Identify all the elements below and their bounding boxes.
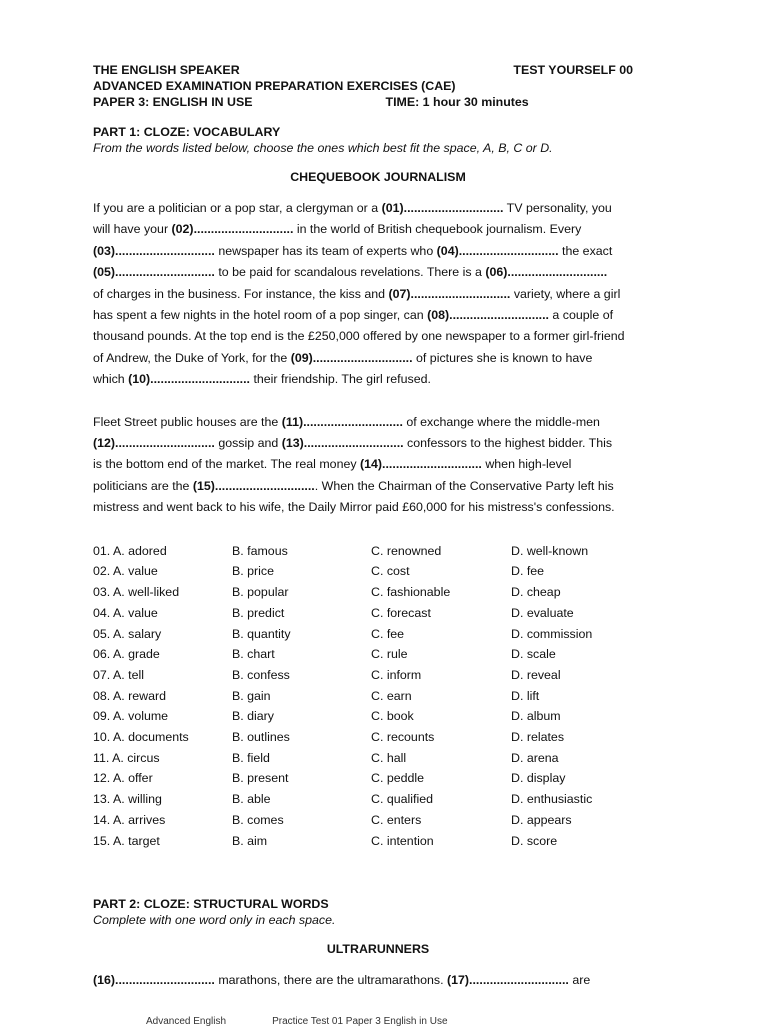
gap-09: (09)............................. [290, 350, 413, 365]
passage-text: are [568, 973, 591, 987]
header-row-1 [93, 62, 663, 78]
paper-label: PAPER 3: ENGLISH IN USE [93, 95, 253, 109]
gap-14: (14)............................. [360, 457, 482, 472]
gap-07: (07)............................. [388, 286, 511, 301]
option-c: C. peddle [371, 771, 425, 786]
option-a: 09. A. volume [93, 709, 169, 724]
gap-12: (12)............................. [93, 436, 215, 451]
option-row [93, 624, 663, 645]
gap-08: (08)............................. [427, 308, 549, 323]
option-d: D. scale [511, 647, 556, 662]
option-b: B. popular [232, 585, 289, 600]
option-c: C. inform [371, 667, 422, 682]
option-row [93, 831, 663, 852]
brand-name: THE ENGLISH SPEAKER [93, 63, 240, 77]
option-a: 15. A. target [93, 833, 160, 848]
option-b: B. outlines [232, 730, 290, 745]
option-row [93, 686, 663, 707]
passage-text: If you are a politician or a pop star, a clergyman or a [93, 201, 382, 215]
option-b: B. aim [232, 833, 268, 848]
option-row [93, 603, 663, 624]
option-row [93, 727, 663, 748]
option-b: B. gain [232, 688, 271, 703]
part2-section [93, 896, 663, 991]
gap-01: (01)............................. [381, 201, 504, 215]
option-d: D. reveal [511, 667, 561, 682]
option-b: B. predict [232, 605, 285, 620]
option-a: 01. A. adored [93, 543, 167, 558]
passage-text: thousand pounds. At the top end is the £250,000 offered by one newspaper to a former girl-friend [93, 329, 625, 344]
part2-paragraph [93, 970, 663, 991]
option-c: C. fee [371, 626, 405, 641]
document-page [93, 62, 663, 851]
option-row [93, 541, 663, 562]
option-a: 06. A. grade [93, 647, 160, 662]
passage-text: in the world of British chequebook journalism. Every [293, 222, 582, 237]
option-d: D. arena [511, 750, 559, 765]
option-a: 04. A. value [93, 605, 158, 620]
part2-passage-title: ULTRARUNNERS [326, 942, 430, 956]
passage-text: of exchange where the middle-men [402, 414, 600, 429]
page-footer [146, 1016, 448, 1027]
part1-instruction: From the words listed below, choose the ones which best fit the space, A, B, C or D. [93, 141, 553, 155]
option-c: C. qualified [371, 792, 433, 807]
option-row [93, 789, 663, 810]
option-c: C. cost [371, 564, 410, 579]
passage-paragraph-2 [93, 412, 663, 519]
gap-16: (16)............................. [93, 973, 215, 987]
header-row-2 [93, 78, 663, 94]
option-b: B. famous [232, 543, 288, 558]
gap-13: (13)............................. [281, 436, 404, 451]
option-c: C. recounts [371, 730, 435, 745]
option-d: D. well-known [511, 543, 589, 558]
gap-06: (06)............................. [485, 265, 608, 280]
option-b: B. present [232, 771, 289, 786]
option-d: D. relates [511, 730, 565, 745]
option-row [93, 706, 663, 727]
passage-paragraph-1 [93, 198, 663, 391]
option-d: D. commission [511, 626, 593, 641]
passage-text: has spent a few nights in the hotel room of a pop singer, can [93, 308, 428, 323]
passage-text: mistress and went back to his wife, the Daily Mirror paid £60,000 for his mistress's confessions. [93, 500, 615, 515]
gap-03: (03)............................. [93, 243, 215, 258]
passage [93, 198, 663, 519]
option-d: D. cheap [511, 585, 561, 600]
passage-text: politicians are the [93, 478, 193, 493]
option-d: D. fee [511, 564, 545, 579]
part2-instruction: Complete with one word only in each space. [93, 913, 336, 927]
gap-10: (10)............................. [128, 372, 251, 387]
passage-text: will have your [93, 222, 172, 237]
option-c: C. book [371, 709, 414, 724]
option-c: C. enters [371, 812, 422, 827]
option-row [93, 665, 663, 686]
header-row-3 [93, 94, 663, 110]
passage-text: TV personality, you [503, 201, 612, 215]
option-b: B. quantity [232, 626, 291, 641]
option-d: D. appears [511, 812, 572, 827]
part2-passage [93, 970, 663, 991]
passage-text: to be paid for scandalous revelations. There is a [214, 265, 486, 280]
gap-11: (11)............................. [281, 414, 403, 429]
passage-text: a couple of [548, 308, 614, 323]
option-row [93, 561, 663, 582]
option-row [93, 582, 663, 603]
option-b: B. comes [232, 812, 284, 827]
part1-title: PART 1: CLOZE: VOCABULARY [93, 125, 281, 139]
option-a: 12. A. offer [93, 771, 153, 786]
passage-text: when high-level [481, 457, 572, 472]
option-d: D. album [511, 709, 561, 724]
footer-left: Advanced English [146, 1016, 227, 1027]
passage-text: variety, where a girl [510, 286, 621, 301]
passage-title: CHEQUEBOOK JOURNALISM [290, 170, 466, 184]
passage-text: marathons, there are the ultramarathons. [214, 973, 447, 987]
gap-17: (17)............................. [447, 973, 569, 987]
option-c: C. rule [371, 647, 408, 662]
option-d: D. evaluate [511, 605, 574, 620]
passage-text: which [93, 372, 129, 387]
test-label: TEST YOURSELF 00 [513, 63, 633, 77]
option-a: 10. A. documents [93, 730, 189, 745]
option-c: C. fashionable [371, 585, 451, 600]
option-row [93, 810, 663, 831]
passage-text: is the bottom end of the market. The real money [93, 457, 360, 472]
option-a: 05. A. salary [93, 626, 162, 641]
option-c: C. earn [371, 688, 412, 703]
footer-right: Practice Test 01 Paper 3 English in Use [272, 1016, 448, 1027]
part2-title: PART 2: CLOZE: STRUCTURAL WORDS [93, 897, 329, 911]
option-d: D. lift [511, 688, 540, 703]
option-a: 02. A. value [93, 564, 158, 579]
gap-02: (02)............................. [171, 222, 294, 237]
gap-05: (05)............................. [93, 265, 215, 280]
passage-text: Fleet Street public houses are the [93, 414, 282, 429]
option-a: 08. A. reward [93, 688, 167, 703]
passage-text: newspaper has its team of experts who [214, 243, 437, 258]
passage-text: of pictures she is known to have [412, 350, 593, 365]
passage-text: the exact [558, 243, 613, 258]
gap-04: (04)............................. [436, 243, 559, 258]
option-a: 03. A. well-liked [93, 585, 180, 600]
option-a: 07. A. tell [93, 667, 144, 682]
passage-text: their friendship. The girl refused. [250, 372, 431, 387]
exam-title: ADVANCED EXAMINATION PREPARATION EXERCISES (CAE) [93, 79, 456, 93]
passage-text: gossip and [214, 436, 282, 451]
option-d: D. display [511, 771, 566, 786]
passage-text: of charges in the business. For instance, the kiss and [93, 286, 389, 301]
passage-text: of Andrew, the Duke of York, for the [93, 350, 291, 365]
option-c: C. hall [371, 750, 407, 765]
option-a: 14. A. arrives [93, 812, 166, 827]
option-d: D. enthusiastic [511, 792, 593, 807]
option-c: C. renowned [371, 543, 442, 558]
option-b: B. chart [232, 647, 275, 662]
option-b: B. field [232, 750, 270, 765]
option-b: B. able [232, 792, 271, 807]
option-row [93, 748, 663, 769]
option-b: B. price [232, 564, 275, 579]
option-d: D. score [511, 833, 558, 848]
option-a: 11. A. circus [93, 750, 160, 765]
answer-options [93, 541, 663, 852]
time-label: TIME: 1 hour 30 minutes [385, 95, 529, 109]
passage-text: confessors to the highest bidder. This [403, 436, 613, 451]
option-c: C. intention [371, 833, 434, 848]
passage-text: . When the Chairman of the Conservative Party left his [314, 478, 614, 493]
option-b: B. diary [232, 709, 275, 724]
option-row [93, 768, 663, 789]
option-row [93, 644, 663, 665]
gap-15: (15)............................. [192, 478, 315, 493]
option-c: C. forecast [371, 605, 431, 620]
option-b: B. confess [232, 667, 290, 682]
option-a: 13. A. willing [93, 792, 162, 807]
